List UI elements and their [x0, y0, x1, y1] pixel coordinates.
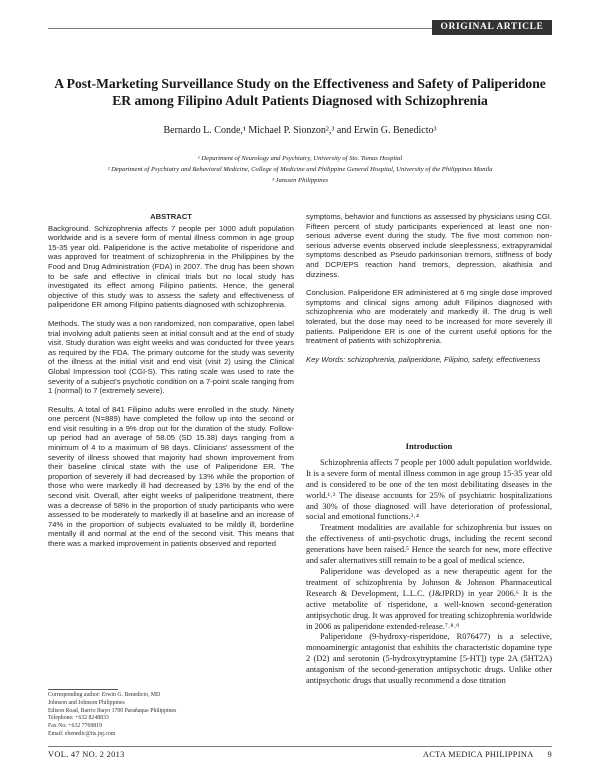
intro-paragraph: Paliperidone (9-hydroxy-risperidone, R076477) is a selective, monoaminergic antagonist that exhibits the characteristic dopamine type 2 (D2) and serotonin (5-hydroxytryptamine [5-HT]) type 2A (5HT2A) antagonism of the second-generation antipsychotic drugs. Unlike other antipsychotic drugs that usually recommend a dose titration: [306, 632, 552, 686]
abstract-left-column: [48, 212, 294, 558]
abstract-background: Background. Schizophrenia affects 7 people per 1000 adult population worldwide and is a severe form of mental illness common in age group 15-35 year old. Paliperidone is the active metabolite of risperidone and was approved for treatment of schizophrenia in the Philippines by the Food and Drug Administration (FDA) in 2007. The drug has been shown to be safe and effective in clinical trials but no local study has investigated its effect among Filipino patients. Hence, the general objective of this study was to assess the safety and effectiveness of paliperidone ER among Filipino patients diagnosed with schizophrenia.: [48, 223, 294, 310]
abstract-right-column: [306, 212, 552, 373]
correspondence-line: Telephone: +632 8248833: [48, 715, 109, 722]
abstract-conclusion: Conclusion. Paliperidone ER administered at 6 mg single dose improved symptoms and clinical signs among adult Filipinos diagnosed with schizophrenia who are moderately and markedly ill. The drug is well tolerated, but the dose may need to be increased for more severely ill patients. Paliperidone ER is one of the current useful options for the treatment of patients with schizophrenia.: [306, 288, 552, 346]
affiliations: [48, 153, 552, 186]
affiliation-2: ² Department of Psychiatry and Behavioral Medicine, College of Medicine and Philippine General Hospital, University of the Philippines Manila: [107, 166, 493, 173]
intro-paragraph: Treatment modalities are available for schizophrenia but issues on the effectiveness of anti-psychotic drugs, including the recent second generations have been raised.⁵ Hence the search for new, more effective and safer alternatives still remain to be a goal of medical science.: [306, 523, 552, 566]
abstract-results-continued: symptoms, behavior and functions as assessed by physicians using CGI. Fifteen percent of study participants experienced at least one non-serious adverse event during the study. The five most common non-serious adverse events observed include sleeplessness, extrapyramidal symptoms described as Pseudo parkinsonian tremors, stiffness of body and DCP/EPS reaction hand tremors, depression, akathisia and dizziness.: [306, 212, 552, 279]
affiliation-1: ¹ Department of Neurology and Psychiatry, University of Sto. Tomas Hospital: [197, 155, 403, 162]
author-list: Bernardo L. Conde,¹ Michael P. Sionzon²,³ and Erwin G. Benedicto³: [163, 125, 437, 136]
footnote-rule: [48, 689, 118, 690]
intro-paragraph: Schizophrenia affects 7 people per 1000 adult population worldwide. It is a severe form of mental illness common in age group 15-35 year old and is considered to be one of the ten most debilitating diseases in the world.¹˒² The disease accounts for 25% of psychiatric hospitalizations and 30% of those diagnosed will have deterioration of professional, social and emotional functions.³˒⁴: [306, 457, 552, 522]
journal-info: [411, 750, 552, 759]
volume-info: VOL. 47 NO. 2 2013: [48, 750, 125, 759]
page-number: 9: [547, 750, 552, 759]
article-title: A Post-Marketing Surveillance Study on the Effectiveness and Safety of Paliperidone ER among Filipino Adult Patients Diagnosed with Schizophrenia: [54, 76, 546, 108]
page-footer: [48, 750, 552, 759]
correspondence-line: Johnson and Johnson Philippines: [48, 699, 125, 706]
correspondence-line: Fax No: +632 7769819: [48, 723, 102, 730]
introduction-heading: Introduction: [405, 441, 453, 451]
article-type-banner: ORIGINAL ARTICLE: [432, 20, 552, 35]
abstract-heading: ABSTRACT: [150, 212, 192, 221]
correspondence-block: [48, 692, 298, 739]
correspondence-email: Email: ebenedic@its.jnj.com: [48, 730, 116, 737]
abstract-methods: Methods. The study was a non randomized, non comparative, open label trial involving adult patients seen at initial consult and at the end of study visit. Study duration was eight weeks and was conducted for three years as required by the FDA. The primary outcome for the study was severity of the illness at the initial visit and end visit (visit 2) using the Clinical Global Impression tool (CGI-S). This rating scale was used to rate the severity of a subject's psychotic condition on a 7-point scale ranging from 1 (normal) to 7 (extremely severe).: [48, 318, 294, 396]
footer-rule: [48, 746, 552, 747]
affiliation-3: ³ Janssen Philippines: [271, 177, 329, 184]
abstract-results: Results. A total of 841 Filipino adults were enrolled in the study. Ninety one percent (N=889) have completed the follow up into the second or end visit resulting in a 9% drop out for the duration of the study. Follow-up period had an average of 58.05 (SD 15.38) days ranging from a minimum of 4 to a maximum of 98 days. Clinicians' assessment of the severity of illness showed that majority had shown improvement from their baseline clinical state with the use of Paliperidone ER. The proportion of severely ill had decreased by 13% while the proportion of those who were markedly ill had decreased by 13% by the end of the second visit. Overall, after eight weeks of paliperidone treatment, there was a decrease of 58% in the proportion of study participants who were assessed to be moderately to markedly ill at baseline and an increase of 74% in the proportion of subjects evaluated to be mildly ill, borderline mentally ill and normal at the end of the second visit. This means that there was a marked improvement in patients observed and reported: [48, 404, 294, 548]
correspondence-line: Corresponding author: Erwin G. Benedicto, MD: [48, 692, 161, 698]
intro-paragraph: Paliperidone was developed as a new therapeutic agent for the treatment of schizophrenia by Johnson & Johnson Pharmaceutical Research & Development, L.L.C. (J&JPRD) in year 2006.⁶ It is the active metabolite of risperidone, a well-known second-generation antipsychotic drug. It was approved for treating schizophrenia worldwide in 2006 as paliperidone extended-release.⁷˒⁸˒⁹: [306, 566, 552, 631]
journal-name: ACTA MEDICA PHILIPPINA: [422, 750, 534, 759]
correspondence-line: Edison Road, Barrio Ibayo 1700 Parañaque Philippines: [48, 707, 177, 714]
introduction-section: [306, 441, 552, 687]
abstract-keywords: Key Words: schizophrenia, paliperidone, Filipino, safety, effectiveness: [306, 354, 541, 364]
